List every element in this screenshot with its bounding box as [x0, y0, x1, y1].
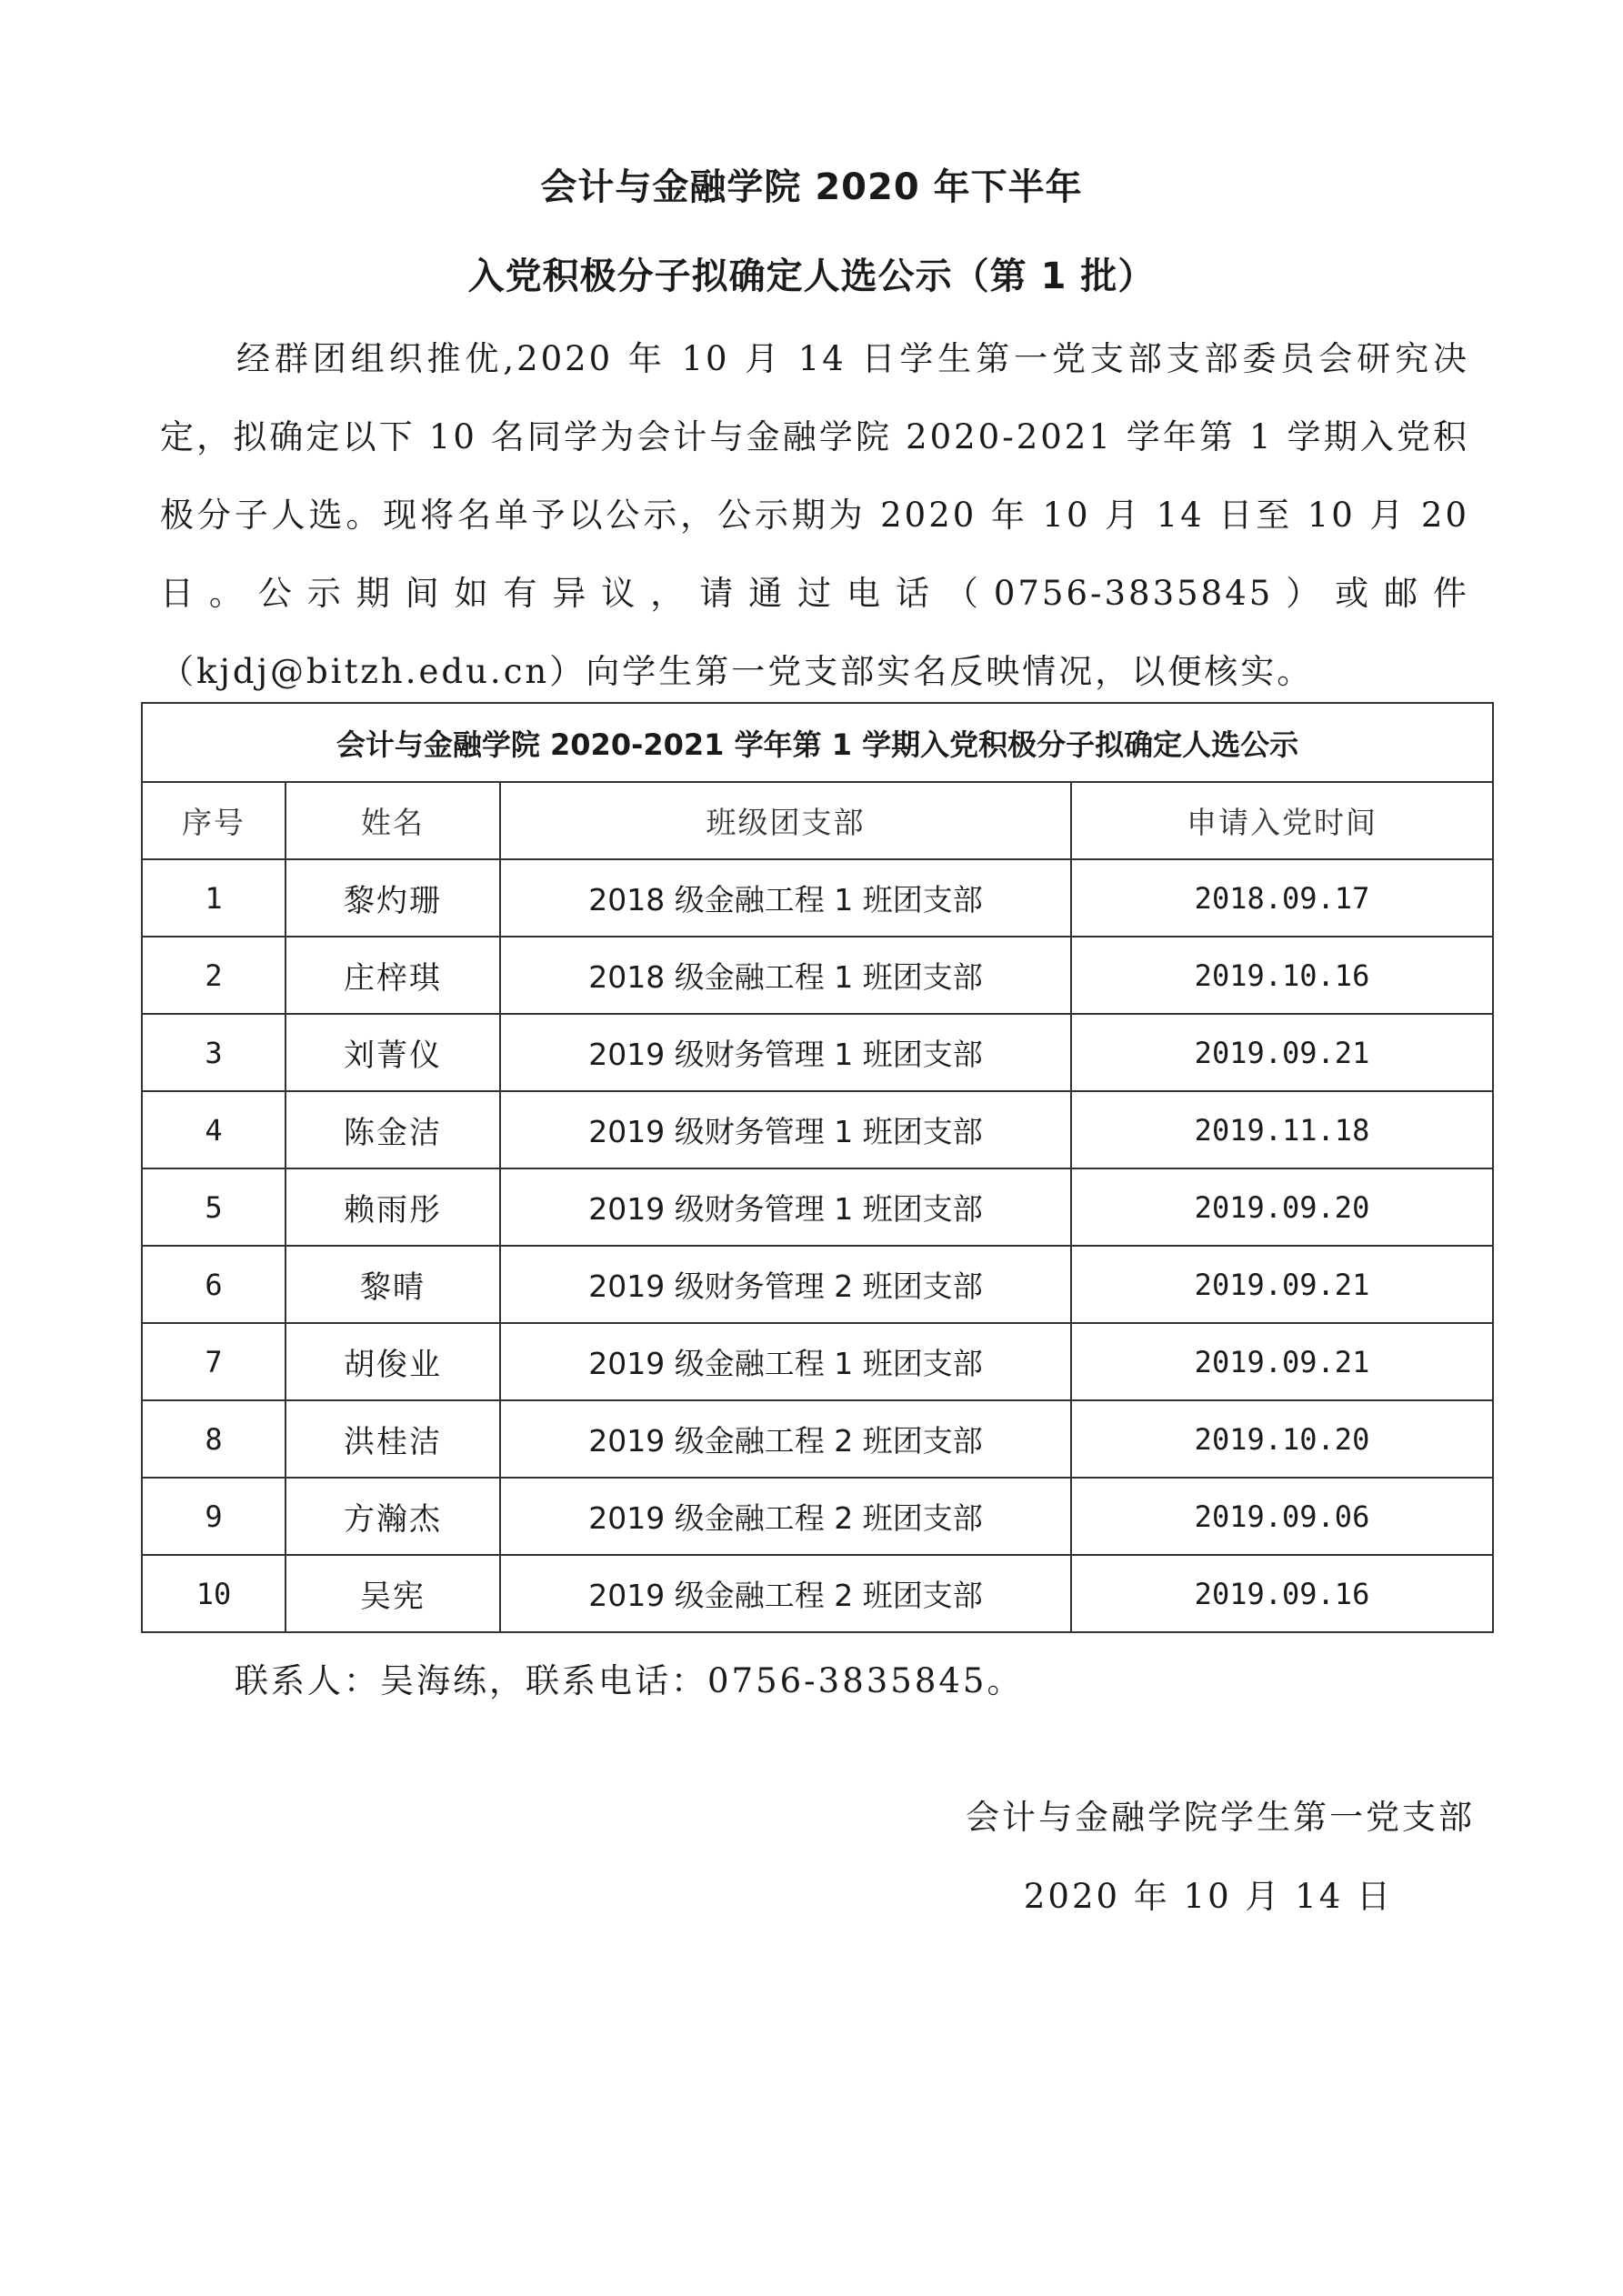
cell-branch: 2018 级金融工程 1 班团支部	[500, 859, 1071, 937]
cell-name: 陈金洁	[286, 1091, 500, 1168]
table-body	[142, 859, 1493, 1632]
cell-apply-date: 2019.10.16	[1071, 937, 1493, 1014]
cell-apply-date: 2019.09.16	[1071, 1555, 1493, 1632]
notice-title-line1: 会计与金融学院 2020 年下半年	[540, 166, 1083, 208]
cell-branch: 2019 级金融工程 2 班团支部	[500, 1555, 1071, 1632]
cell-branch: 2019 级财务管理 1 班团支部	[500, 1091, 1071, 1168]
table-row	[142, 937, 1493, 1014]
cell-apply-date: 2019.09.21	[1071, 1323, 1493, 1400]
cell-branch: 2019 级财务管理 2 班团支部	[500, 1246, 1071, 1323]
cell-index: 1	[142, 859, 286, 937]
cell-name: 刘菁仪	[286, 1014, 500, 1091]
notice-title-line2: 入党积极分子拟确定人选公示（第 1 批）	[467, 256, 1156, 297]
cell-apply-date: 2019.09.21	[1071, 1014, 1493, 1091]
cell-name: 方瀚杰	[286, 1478, 500, 1555]
header-branch: 班级团支部	[500, 782, 1071, 859]
cell-branch: 2018 级金融工程 1 班团支部	[500, 937, 1071, 1014]
table-row	[142, 1555, 1493, 1632]
cell-index: 4	[142, 1091, 286, 1168]
cell-name: 赖雨彤	[286, 1168, 500, 1246]
table-row	[142, 1168, 1493, 1246]
cell-apply-date: 2018.09.17	[1071, 859, 1493, 937]
cell-index: 7	[142, 1323, 286, 1400]
cell-index: 2	[142, 937, 286, 1014]
cell-name: 庄梓琪	[286, 937, 500, 1014]
cell-index: 3	[142, 1014, 286, 1091]
cell-apply-date: 2019.11.18	[1071, 1091, 1493, 1168]
cell-name: 黎灼珊	[286, 859, 500, 937]
contact-line: 联系人：吴海练，联系电话：0756-3835845。	[235, 1661, 1024, 1700]
cell-index: 8	[142, 1400, 286, 1478]
table-row	[142, 1478, 1493, 1555]
cell-name: 黎晴	[286, 1246, 500, 1323]
table-row	[142, 1091, 1493, 1168]
cell-apply-date: 2019.10.20	[1071, 1400, 1493, 1478]
cell-apply-date: 2019.09.21	[1071, 1246, 1493, 1323]
signature-date: 2020 年 10 月 14 日	[1023, 1877, 1393, 1916]
cell-name: 洪桂洁	[286, 1400, 500, 1478]
header-apply-date: 申请入党时间	[1071, 782, 1493, 859]
table-row	[142, 1400, 1493, 1478]
table-caption-row	[142, 703, 1493, 782]
table-caption: 会计与金融学院 2020-2021 学年第 1 学期入党积极分子拟确定人选公示	[142, 703, 1493, 782]
cell-apply-date: 2019.09.20	[1071, 1168, 1493, 1246]
cell-index: 5	[142, 1168, 286, 1246]
cell-branch: 2019 级金融工程 2 班团支部	[500, 1400, 1071, 1478]
cell-branch: 2019 级金融工程 1 班团支部	[500, 1323, 1071, 1400]
cell-name: 吴宪	[286, 1555, 500, 1632]
table-row	[142, 1323, 1493, 1400]
cell-index: 9	[142, 1478, 286, 1555]
table-row	[142, 1246, 1493, 1323]
table-header-row	[142, 782, 1493, 859]
cell-name: 胡俊业	[286, 1323, 500, 1400]
cell-branch: 2019 级财务管理 1 班团支部	[500, 1014, 1071, 1091]
cell-apply-date: 2019.09.06	[1071, 1478, 1493, 1555]
table-row	[142, 859, 1493, 937]
cell-index: 10	[142, 1555, 286, 1632]
signature-organization: 会计与金融学院学生第一党支部	[966, 1798, 1475, 1837]
header-name: 姓名	[286, 782, 500, 859]
table-row	[142, 1014, 1493, 1091]
cell-branch: 2019 级财务管理 1 班团支部	[500, 1168, 1071, 1246]
header-index: 序号	[142, 782, 286, 859]
cell-branch: 2019 级金融工程 2 班团支部	[500, 1478, 1071, 1555]
notice-body-paragraph: 经群团组织推优,2020 年 10 月 14 日学生第一党支部支部委员会研究决定，拟确定以下 10 名同学为会计与金融学院 2020-2021 学年第 1 学期入党积极分子人选。现将名单予以公示，公示期为 2020 年 10 月 14 日至 10 月 20 日。公示期间如有异议，请通过电话（0756-3835845）或邮件（kjdj@bitzh.edu.cn）向学生第一党支部实名反映情况，以便核实。	[160, 339, 1469, 691]
candidate-table	[141, 702, 1494, 1633]
cell-index: 6	[142, 1246, 286, 1323]
